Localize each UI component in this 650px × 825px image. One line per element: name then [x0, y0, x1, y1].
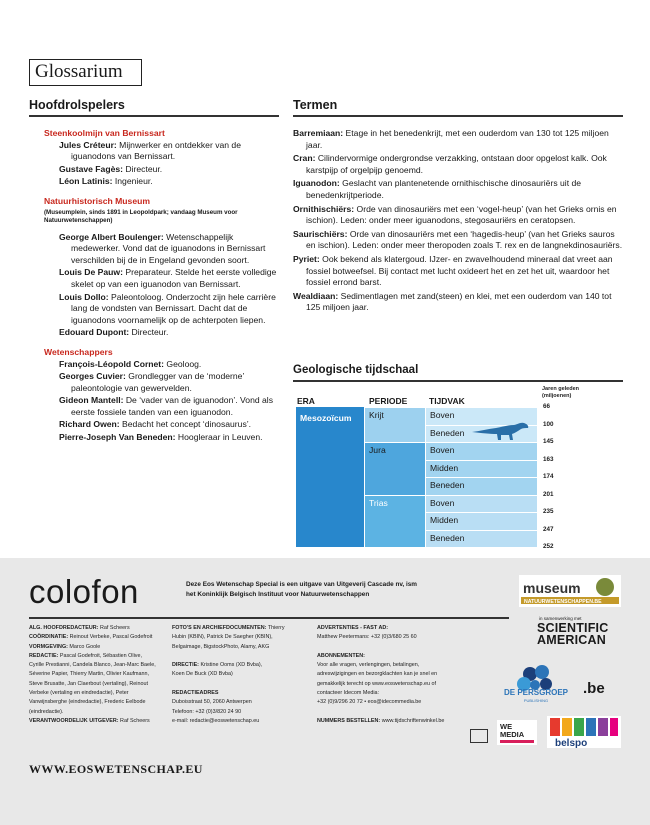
colofon-text: contacteer Idecom Media:: [317, 690, 380, 697]
colofon-line: [172, 652, 312, 661]
museum-logo: [519, 575, 621, 607]
person-description: Grondlegger van de ‘moderne’ paleontologie van gewervelden.: [71, 371, 245, 393]
person-entry: [29, 371, 279, 394]
term-entry: [293, 178, 623, 201]
hoofdrolspelers-rule: [29, 115, 279, 117]
person-entry: [29, 292, 279, 327]
colofon-intro: [186, 580, 506, 600]
person-name: Louis Dollo:: [59, 291, 109, 302]
person-entry: [29, 359, 279, 371]
termen-heading: Termen: [293, 98, 338, 112]
year-label: 174: [543, 473, 554, 480]
colofon-text: Thierry: [266, 625, 285, 631]
colofon-label: VORMGEVING:: [29, 643, 68, 650]
colofon-text: adreswijzigingen en bezorgklachten kan je snel en: [317, 671, 438, 678]
colofon-text: Kristine Ooms (XD Bvba),: [198, 662, 263, 669]
colofon-line: [29, 661, 169, 670]
tijdvak-label: Boven: [430, 497, 455, 508]
scientific-american-logo: [537, 622, 608, 646]
person-entry: [29, 140, 279, 163]
section-title: Steenkoolmijn van Bernissart: [44, 128, 165, 138]
year-label: 163: [543, 455, 554, 463]
colofon-label: VERANTWOORDELIJK UITGEVER:: [29, 717, 119, 724]
person-description: Directeur.: [123, 163, 163, 174]
year-label: 235: [543, 508, 554, 515]
colofon-text: Matthew Peetermans: +32 (0)3/680 25 60: [317, 634, 417, 641]
colofon-label: REDACTIE:: [29, 652, 59, 659]
colofon-line: [172, 624, 312, 633]
colofon-line: [317, 689, 467, 698]
colofon-intro-line1: Deze Eos Wetenschap Special is een uitgave van Uitgeverij Cascade nv, ism: [186, 581, 417, 588]
period-label: Krijt: [369, 410, 384, 420]
person-description: Ingenieur.: [112, 176, 153, 187]
colofon-line: [172, 717, 312, 726]
colofon-text: Verbeke (vertaling en eindredactie), Peter: [29, 690, 129, 697]
person-name: Pierre-Joseph Van Beneden:: [59, 432, 176, 443]
colofon-line: [172, 708, 312, 717]
tijdvak-label: Beneden: [430, 427, 465, 438]
term-definition: Etage in het benedenkrijt, met een ouderdom van 130 tot 125 miljoen jaar.: [306, 128, 609, 150]
section-title: Natuurhistorisch Museum: [44, 195, 151, 206]
colofon-line: [29, 643, 169, 652]
colofon-text: www.tijdschriftenwinkel.be: [380, 717, 445, 724]
colofon-line: [29, 717, 169, 726]
sa-line1: SCIENTIFIC: [537, 621, 609, 635]
colofon-text: Marco Goole: [67, 643, 101, 650]
colofon-text: e-mail: redactie@eoswetenschap.eu: [172, 717, 260, 724]
section-title: Wetenschappers: [44, 346, 113, 357]
tijdvak-label: Midden: [430, 462, 459, 473]
person-name: François-Léopold Cornet:: [59, 358, 165, 369]
person-entry: [29, 419, 279, 431]
term-name: Pyriet:: [293, 253, 320, 264]
term-definition: Cilindervormige ondergrondse verzakking, ontstaan door opgelost kalk. Ook karstpijp of orgelpijp genoemd.: [306, 153, 607, 175]
person-name: Georges Cuvier:: [59, 371, 126, 382]
term-definition: Sedimentlagen met zand(steen) en klei, met een ouderdom van 140 tot 125 miljoen jaar.: [306, 290, 612, 313]
colofon-line: [29, 708, 169, 717]
person-name: Jules Créteur:: [59, 139, 117, 150]
colofon-line: [29, 624, 169, 633]
person-description: Directeur.: [129, 327, 169, 338]
colofon-title: colofon: [29, 573, 139, 610]
person-description: Mijnwerker en ontdekker van de iguanodons van Bernissart.: [71, 139, 241, 162]
colofon-intro-line2: het Koninklijk Belgisch Instituut voor Natuurwetenschappen: [186, 591, 370, 598]
person-name: Edouard Dupont:: [59, 327, 130, 338]
period-label: Jura: [369, 445, 386, 455]
person-name: Gideon Mantell:: [59, 395, 124, 406]
colofon-line: [172, 633, 312, 642]
colofon-line: [317, 633, 467, 642]
colofon-line: [317, 661, 467, 670]
term-name: Saurischiërs:: [293, 228, 348, 239]
person-name: Léon Latinis:: [59, 176, 113, 187]
colofon-line: [172, 689, 312, 698]
person-name: Gustave Fagès:: [59, 163, 123, 174]
colofon-text: Pascal Godefroit, Sébastien Olive,: [58, 652, 142, 659]
geo-col-periode: PERIODE: [369, 396, 408, 406]
person-description: Paleontoloog. Onderzocht zijn hele carrière lang de vondsten van Bernissart. Dacht dat de iguanodons voornamelijk op de achterpoten liepen.: [71, 291, 276, 325]
colofon-col-1: [29, 624, 169, 726]
persgroep-logo: DE PERSGROEP: [503, 688, 568, 697]
term-entry: [293, 153, 623, 176]
term-name: Wealdiaan:: [293, 290, 339, 301]
era-mesozoicum: [296, 407, 364, 547]
term-definition: Geslacht van plantenetende ornithischische dinosauriërs uit de benedenkrijtperiode.: [306, 178, 582, 200]
colofon-text: gemakkelijk terecht op www.eoswetenschap.eu of: [317, 680, 436, 687]
person-entry: [29, 267, 279, 290]
term-definition: Ook bekend als klatergoud. IJzer- en zwavelhoudend mineraal dat vreet aan fossiel botweefsel. Bij contact met lucht oxideert het en zet het uit, waardoor het fossiel errond barst.: [306, 253, 613, 288]
colofon-line: [172, 680, 312, 689]
colofon-col-2: [172, 624, 312, 726]
termen-rule: [293, 115, 623, 117]
colofon-text: +32 (0)9/296 20 72 • eos@idecommedia.be: [317, 699, 422, 706]
term-entry: [293, 229, 623, 252]
term-entry: [293, 254, 623, 289]
colofon-text: Séverine Papier, Thierry Martin, Olivier Kaufmann,: [29, 671, 150, 678]
colofon-line: [172, 698, 312, 707]
sound-icon: [470, 729, 488, 743]
person-description: Wetenschappelijk medewerker. Vond dat de iguanodons in Bernissart verschilden bij de in Engeland gevonden soort.: [71, 231, 266, 265]
person-description: De ‘vader van de iguanodon’. Vond als eerste fossiele tanden van een iguanodon.: [71, 395, 273, 417]
person-name: George Albert Boulenger:: [59, 231, 164, 242]
person-entry: [29, 176, 279, 188]
person-entry: [29, 232, 279, 267]
colofon-text: Koen De Buck (XD Bvba): [172, 671, 233, 678]
person-description: Preparateur. Stelde het eerste volledige skelet op van een iguanodon van Bernissart.: [71, 267, 277, 289]
term-name: Barremiaan:: [293, 128, 344, 138]
geo-years-label: Jaren geleden (miljoenen): [542, 386, 579, 399]
colofon-label: FOTO'S EN ARCHIEFDOCUMENTEN:: [172, 625, 267, 631]
colofon-text: Vanwijnsberghe (eindredactie), Frederic Eelbode: [29, 699, 146, 706]
colofon-col-3: [317, 624, 467, 726]
geo-rule: [293, 380, 623, 382]
sa-collab-text: in samenwerking met: [539, 616, 582, 621]
colofon-line: [29, 633, 169, 642]
wemedia-line2: MEDIA: [500, 730, 525, 739]
term-name: Iguanodon:: [293, 178, 340, 189]
section-subtitle: (Museumplein, sinds 1891 in Leopoldpark; vandaag Museum voor Natuurwetenschappen): [44, 208, 238, 224]
sa-line2: AMERICAN: [537, 633, 606, 647]
colofon-line: [317, 680, 467, 689]
colofon-label: DIRECTIE:: [172, 662, 199, 669]
colofon-text: Duboisstraat 50, 2060 Antwerpen: [172, 699, 252, 706]
wemedia-line1: WE: [500, 722, 513, 731]
term-entry: [293, 291, 623, 314]
person-name: Richard Owen:: [59, 419, 120, 430]
person-description: Geoloog.: [164, 358, 202, 369]
year-label: 66: [543, 403, 551, 410]
year-label: 145: [543, 438, 554, 445]
colofon-line: [29, 689, 169, 698]
person-entry: [29, 432, 279, 444]
tijdvak-label: Midden: [430, 515, 459, 525]
colofon-text: Belgaimage, BigstockPhoto, Alamy, AKG: [172, 643, 270, 650]
year-label: 100: [543, 420, 554, 428]
colofon-line: [29, 652, 169, 661]
be-logo: .be: [583, 680, 605, 697]
era-label: Mesozoïcum: [300, 413, 352, 423]
glossarium-title: Glossarium: [29, 59, 142, 86]
colofon-text: Voor alle vragen, verlengingen, betalingen,: [317, 662, 420, 669]
hoofdrolspelers-heading: Hoofdrolspelers: [29, 98, 125, 112]
colofon-text: Steve Brusatte, Jan Claerbout (vertaling), Reinout: [29, 680, 148, 687]
colofon-line: [29, 680, 169, 689]
colofon-label: NUMMERS BESTELLEN:: [317, 717, 381, 724]
tijdvak-label: Beneden: [430, 480, 465, 490]
geo-col-era: ERA: [297, 396, 315, 406]
colofon-rule: [29, 617, 509, 619]
colofon-line: [317, 698, 467, 707]
colofon-label: REDACTIEADRES: [172, 690, 219, 697]
colofon-line: [317, 624, 467, 633]
colofon-line: [172, 670, 312, 679]
geo-col-tijdvak: TIJDVAK: [429, 396, 465, 406]
colofon-text: Reinout Verbeke, Pascal Godefroit: [68, 634, 153, 641]
colofon-line: [317, 717, 467, 726]
person-entry: [29, 164, 279, 176]
tijdvak-label: Boven: [430, 410, 455, 420]
colofon-text: Telefoon: +32 (0)3/820 24 90: [172, 708, 242, 715]
colofon-label: ADVERTENTIES - FAST AD:: [317, 625, 389, 631]
period-label: Trias: [369, 497, 388, 508]
belspo-logo: [547, 716, 621, 748]
museum-logo-sub: NATUURWETENSCHAPPEN.BE: [524, 599, 602, 605]
term-entry: [293, 128, 623, 151]
colofon-label: ABONNEMENTEN:: [317, 652, 365, 659]
person-description: Hoogleraar in Leuven.: [175, 432, 263, 443]
tijdvak-label: Boven: [430, 445, 455, 455]
hoofdrolspelers-list: [29, 128, 279, 445]
year-label: 247: [543, 525, 554, 533]
term-definition: Orde van dinosauriërs met een ‘hagedis-heup’ (van het Grieks sauros en ischion). Leden: onder meer theropoden zoals T. rex en de langnekdinosauriërs.: [306, 228, 623, 251]
colofon-line: [172, 661, 312, 670]
year-label: 252: [543, 543, 554, 550]
colofon-text: Raf Scheers: [98, 625, 130, 631]
colofon-text: Hubin (KBIN), Patrick De Saegher (KBIN),: [172, 634, 273, 641]
colofon-label: ALG. HOOFDREDACTEUR:: [29, 625, 99, 631]
tijdvak-label: Beneden: [430, 532, 465, 543]
colofon-line: [317, 643, 467, 652]
colofon-text: Raf Scheers: [118, 717, 150, 724]
belspo-text: belspo: [555, 738, 588, 748]
colofon-line: [317, 708, 467, 717]
person-entry: [29, 327, 279, 339]
colofon-line: [29, 670, 169, 679]
term-entry: [293, 204, 623, 227]
term-name: Cran:: [293, 153, 316, 164]
persgroep-sub: PUBLISHING: [523, 698, 549, 703]
person-name: Louis De Pauw:: [59, 267, 123, 278]
termen-list: [293, 128, 623, 316]
year-label: 201: [543, 490, 554, 498]
term-name: Ornithischiërs:: [293, 203, 355, 214]
eos-url-link[interactable]: WWW.EOSWETENSCHAP.EU: [29, 762, 203, 776]
person-entry: [29, 395, 279, 418]
colofon-text: (eindredactie).: [29, 708, 64, 715]
museum-logo-text: museum: [523, 580, 581, 596]
colofon-line: [29, 698, 169, 707]
colofon-text: Cyrille Prestianni, Candela Blanco, Jean-Marc Baele,: [29, 662, 156, 669]
colofon-line: [317, 670, 467, 679]
iguanodon-silhouette-icon: [470, 419, 532, 443]
wemedia-logo: [497, 720, 537, 745]
colofon-label: COÖRDINATIE:: [29, 634, 69, 641]
colofon-line: [317, 652, 467, 661]
term-definition: Orde van dinosauriërs met een ‘vogel-heup’ (van het Grieks ornis en ischion). Leden: onder meer iguanodons, stegosauriërs en ceratopsen.: [306, 203, 617, 226]
person-description: Bedacht het concept ‘dinosaurus’.: [119, 419, 252, 430]
colofon-line: [172, 643, 312, 652]
geo-title: Geologische tijdschaal: [293, 364, 419, 376]
